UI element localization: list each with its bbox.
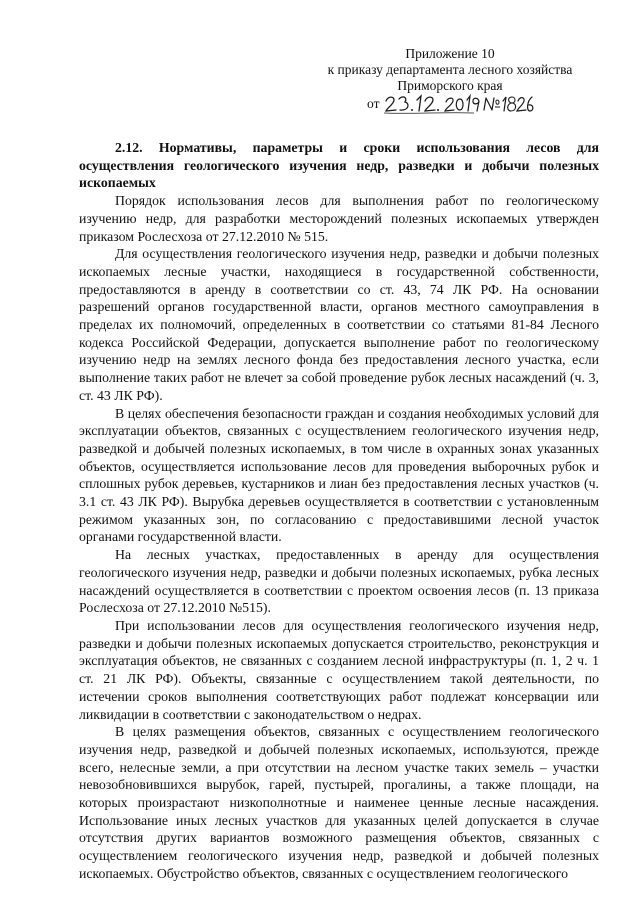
paragraph-safety-felling: В целях обеспечения безопасности граждан и создания необходимых условий для эксплуатации объектов, связанных с осуществлением геологического изучения недр, разведкой и добычей полезных ископаемых, в том числе в охранных зонах указанных объектов, осуществляется использование лесов для проведения выборочных рубок и сплошных рубок деревьев, кустарников и лиан без предоставления лесных участков (ч. 3.1 ст. 43 ЛК РФ). Вырубка деревьев осуществляется в соответствии с установленным режимом указанных зон, по согласованию с предоставившими лесной участок органами государственной власти. — [79, 405, 599, 545]
appendix-title: Приложение 10 — [405, 46, 495, 61]
paragraph-object-placement: В целях размещения объектов, связанных с осуществлением геологического изучения недр, разведкой и добычей полезных ископаемых, используются, прежде всего, нелесные земли, а при отсутствии на лесном участке таких земель – участки невозобновившихся вырубок, гарей, пустырей, прогалины, а также площади, на которых произрастают низкополнотные и наименее ценные лесные насаждения. Использование иных лесных участков для указанных целей допускается в случае отсутствия других вариантов возможного размещения объектов, связанных с осуществлением геологического изучения недр, разведкой и добычей полезных ископаемых. Обустройство объектов, связанных с осуществлением геологического — [79, 724, 599, 881]
section-content — [79, 139, 599, 883]
handwritten-date — [384, 93, 534, 115]
order-reference: к приказу департамента лесного хозяйства — [327, 62, 573, 77]
from-label: от — [367, 96, 380, 111]
order-date-line — [300, 95, 600, 113]
paragraph-forest-development-project: На лесных участках, предоставленных в аренду для осуществления геологического изучения недр, разведки и добычи полезных ископаемых, рубка лесных насаждений осуществляется в соответствии с проектом освоения лесов (п. 13 приказа Рослесхоза от 27.12.2010 №515). — [79, 547, 599, 616]
section-heading: 2.12. Нормативы, параметры и сроки использования лесов для осуществления геологического изучения недр, разведки и добычи полезных ископаемых — [79, 140, 599, 191]
appendix-header — [300, 46, 600, 113]
paragraph-construction-objects: При использовании лесов для осуществления геологического изучения недр, разведки и добычи полезных ископаемых допускается строительство, реконструкция и эксплуатация объектов, не связанных с созданием лесной инфраструктуры (п. 1, 2 ч. 1 ст. 21 ЛК РФ). Объекты, связанные с осуществлением такой деятельности, по истечении сроков выполнения соответствующих работ подлежат консервации или ликвидации в соответствии с законодательством о недрах. — [79, 617, 599, 722]
paragraph-order-reference: Порядок использования лесов для выполнения работ по геологическому изучению недр, для разработки месторождений полезных ископаемых утвержден приказом Рослесхоза от 27.12.2010 № 515. — [79, 193, 599, 244]
paragraph-lease-provision: Для осуществления геологического изучения недр, разведки и добычи полезных ископаемых лесные участки, находящиеся в государственной собственности, предоставляются в аренду в соответствии со ст. 43, 74 ЛК РФ. На основании разрешений органов государственной власти, органов местного самоуправления в пределах их полномочий, определенных в соответствии со статьями 81-84 Лесного кодекса Российской Федерации, допускается выполнение работ по геологическому изучению недр на землях лесного фонда без предоставления лесного участка, если выполнение таких работ не влечет за собой проведение рубок лесных насаждений (ч. 3, ст. 43 ЛК РФ). — [79, 246, 599, 403]
region-name: Приморского края — [397, 78, 503, 93]
